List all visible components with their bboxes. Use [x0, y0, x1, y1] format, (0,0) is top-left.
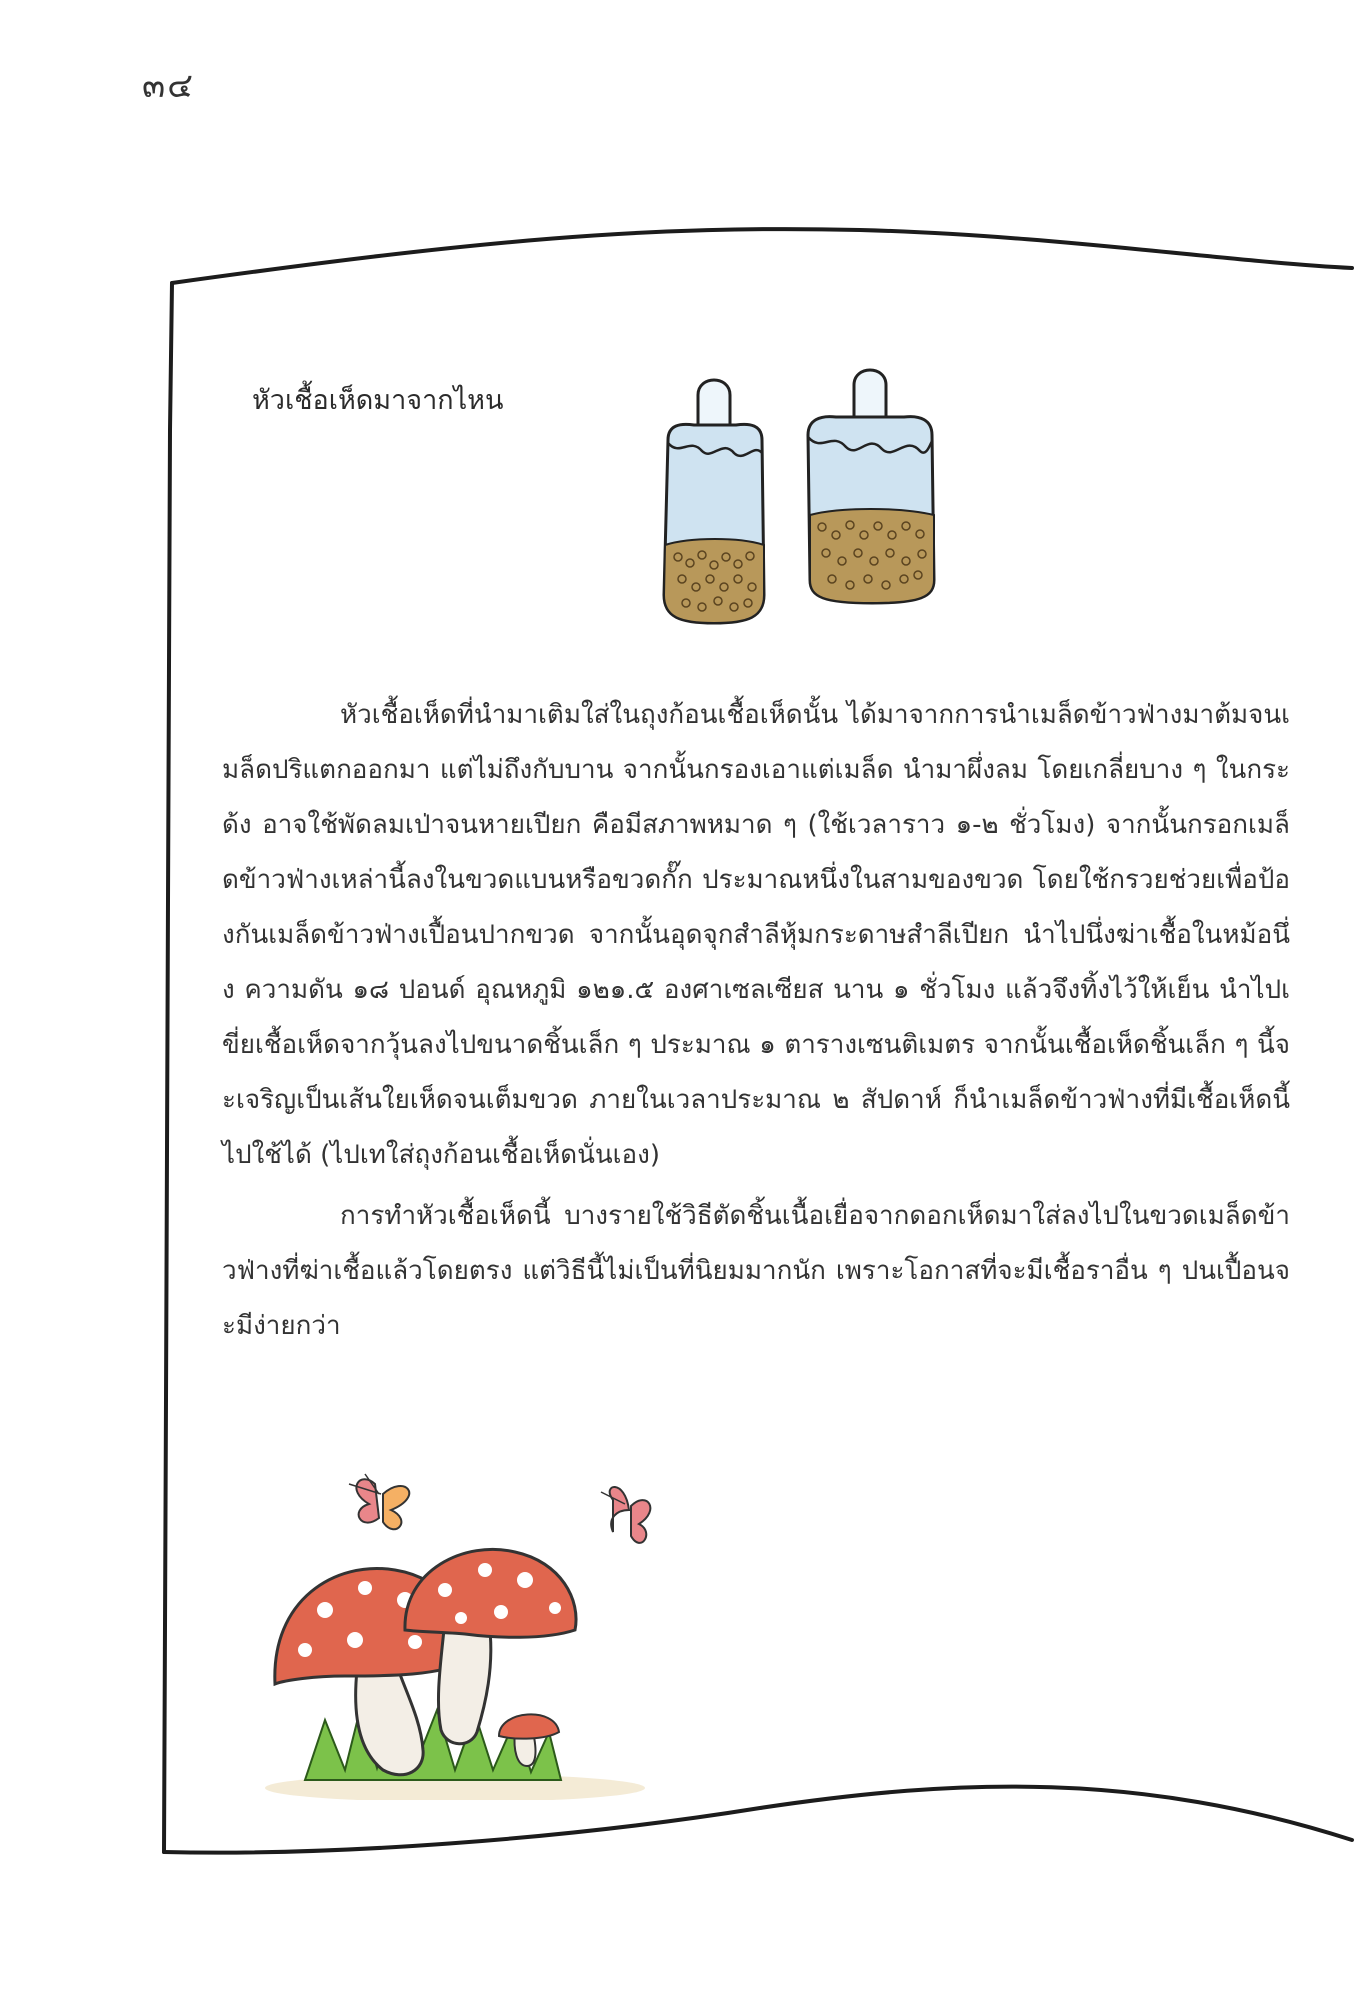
- paragraph: การทำหัวเชื้อเห็ดนี้ บางรายใช้วิธีตัดชิ้นเนื้อเยื่อจากดอกเห็ดมาใส่ลงไปในขวดเมล็ดข้าวฟ่างที่ฆ่าเชื้อแล้วโดยตรง แต่วิธีนี้ไม่เป็นที่นิยมมากนัก เพราะโอกาสที่จะมีเชื้อราอื่น ๆ ปนเปื้อนจะมีง่ายกว่า: [222, 1201, 1290, 1341]
- paragraph: หัวเชื้อเห็ดที่นำมาเติมใส่ในถุงก้อนเชื้อเห็ดนั้น ได้มาจากการนำเมล็ดข้าวฟ่างมาต้มจนเมล็ดปริแตกออกมา แต่ไม่ถึงกับบาน จากนั้นกรองเอาแต่เมล็ด นำมาผึ่งลม โดยเกลี่ยบาง ๆ ในกระด้ง อาจใช้พัดลมเป่าจนหายเปียก คือมีสภาพหมาด ๆ (ใช้เวลาราว ๑-๒ ชั่วโมง) จากนั้นกรอกเมล็ดข้าวฟ่างเหล่านี้ลงในขวดแบนหรือขวดกั๊ก ประมาณหนึ่งในสามของขวด โดยใช้กรวยช่วยเพื่อป้องกันเมล็ดข้าวฟ่างเปื้อนปากขวด จากนั้นอุดจุกสำลีหุ้มกระดาษสำลีเปียก นำไปนึ่งฆ่าเชื้อในหม้อนึ่ง ความดัน ๑๘ ปอนด์ อุณหภูมิ ๑๒๑.๕ องศาเซลเซียส นาน ๑ ชั่วโมง แล้วจึงทิ้งไว้ให้เย็น นำไปเขี่ยเชื้อเห็ดจากวุ้นลงไปขนาดชิ้นเล็ก ๆ ประมาณ ๑ ตารางเซนติเมตร จากนั้นเชื้อเห็ดชิ้นเล็ก ๆ นี้จะเจริญเป็นเส้นใยเห็ดจนเต็มขวด ภายในเวลาประมาณ ๒ สัปดาห์ ก็นำเมล็ดข้าวฟ่างที่มีเชื้อเห็ดนี้ไปใช้ได้ (ไปเทใส่ถุงก้อนเชื้อเห็ดนั่นเอง): [222, 700, 1290, 1170]
- mushroom-cluster-icon: [265, 1470, 685, 1800]
- butterfly-icon: [349, 1474, 409, 1529]
- butterfly-icon: [601, 1487, 650, 1543]
- section-heading: หัวเชื้อเห็ดมาจากไหน: [252, 385, 504, 416]
- culture-jars-icon: [650, 365, 960, 640]
- body-text: [222, 688, 1290, 1354]
- page-number: ๓๔: [142, 66, 195, 106]
